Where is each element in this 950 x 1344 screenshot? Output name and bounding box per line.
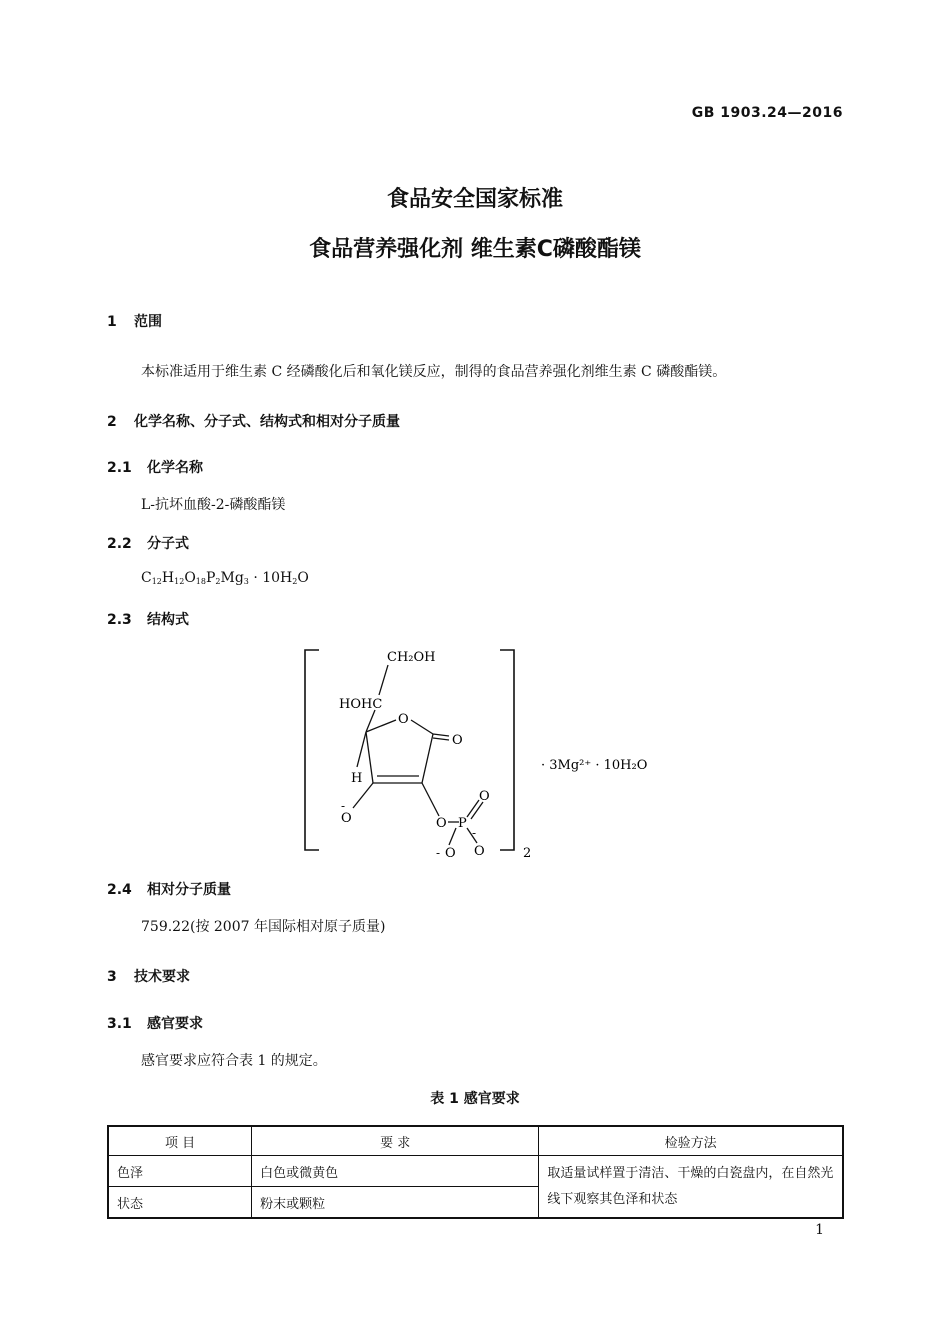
table-row <box>108 1156 843 1187</box>
section-title: 感官要求 <box>147 1016 203 1032</box>
ester-oxygen-label: O <box>436 816 447 831</box>
molecular-formula: $C_{12}H_{12}O_{18}P_2Mg_3 \cdot 10H_2O$ <box>141 570 309 586</box>
section-title: 化学名称 <box>147 460 203 476</box>
section-number: 3.1 <box>107 1016 132 1032</box>
table-header-row <box>108 1126 843 1156</box>
column-header-item: 项 目 <box>108 1126 252 1156</box>
chemical-name: L-抗坏血酸-2-磷酸酯镁 <box>141 497 286 513</box>
section-2-2-heading <box>107 533 189 553</box>
method-cell: 取适量试样置于清洁、干燥的白瓷盘内，在自然光线下观察其色泽和状态 <box>539 1156 843 1219</box>
phosphate-charge-left: - <box>436 846 441 860</box>
table-caption: 表 1 感官要求 <box>430 1091 520 1107</box>
left-bracket <box>305 650 319 850</box>
column-header-requirement: 要 求 <box>252 1126 539 1156</box>
ring-oxygen-label: O <box>398 712 409 727</box>
section-3-1-heading <box>107 1013 203 1033</box>
phosphorus-label: P <box>458 816 467 831</box>
standard-number: GB 1903.24—2016 <box>691 105 843 121</box>
section-number: 2.2 <box>107 536 132 552</box>
hohc-label: HOHC <box>339 697 383 712</box>
requirement-cell: 粉末或颗粒 <box>252 1187 539 1219</box>
item-cell: 状态 <box>108 1187 252 1219</box>
enolate-oxygen-label: O <box>341 811 352 826</box>
sensory-requirements-table <box>107 1125 844 1219</box>
section-3-heading <box>107 966 190 986</box>
requirement-cell: 白色或微黄色 <box>252 1156 539 1187</box>
section-2-heading <box>107 411 400 431</box>
section-2-4-heading <box>107 879 231 899</box>
section-number: 2.4 <box>107 882 132 898</box>
section-number: 2 <box>107 414 117 430</box>
section-title: 化学名称、分子式、结构式和相对分子质量 <box>134 414 400 430</box>
section-title: 结构式 <box>147 612 189 628</box>
section-1-heading <box>107 311 162 331</box>
document-title: 食品安全国家标准 <box>386 187 563 212</box>
item-cell: 色泽 <box>108 1156 252 1187</box>
section-number: 2.1 <box>107 460 132 476</box>
enolate-charge: - <box>341 799 346 813</box>
section-2-3-heading <box>107 609 189 629</box>
section-title: 分子式 <box>147 536 189 552</box>
hydrogen-label: H <box>351 771 363 786</box>
page-number: 1 <box>815 1222 824 1238</box>
bracket-subscript: 2 <box>523 846 532 861</box>
phosphoryl-oxygen-label: O <box>479 789 490 804</box>
right-bracket <box>500 650 514 850</box>
section-title: 范围 <box>134 314 162 330</box>
phosphate-oxygen-left-label: O <box>445 846 456 861</box>
molecular-weight: 759.22(按 2007 年国际相对原子质量) <box>141 919 386 935</box>
structural-formula <box>295 640 675 865</box>
counter-ions-label: · 3Mg²⁺ · 10H₂O <box>541 758 648 773</box>
section-number: 2.3 <box>107 612 132 628</box>
section-2-1-heading <box>107 457 203 477</box>
document-subtitle: 食品营养强化剂 维生素C磷酸酯镁 <box>309 237 641 262</box>
sensory-paragraph: 感官要求应符合表 1 的规定。 <box>141 1053 327 1069</box>
section-number: 3 <box>107 969 117 985</box>
column-header-method: 检验方法 <box>539 1126 843 1156</box>
ch2oh-label: CH₂OH <box>387 650 436 665</box>
section-number: 1 <box>107 314 117 330</box>
section-title: 技术要求 <box>134 969 190 985</box>
section-title: 相对分子质量 <box>147 882 231 898</box>
carbonyl-oxygen-label: O <box>452 733 463 748</box>
phosphate-oxygen-right-label: O <box>474 844 485 859</box>
scope-paragraph: 本标准适用于维生素 C 经磷酸化后和氧化镁反应，制得的食品营养强化剂维生素 C 磷酸酯镁。 <box>141 364 727 380</box>
phosphate-charge-right: - <box>472 826 477 840</box>
